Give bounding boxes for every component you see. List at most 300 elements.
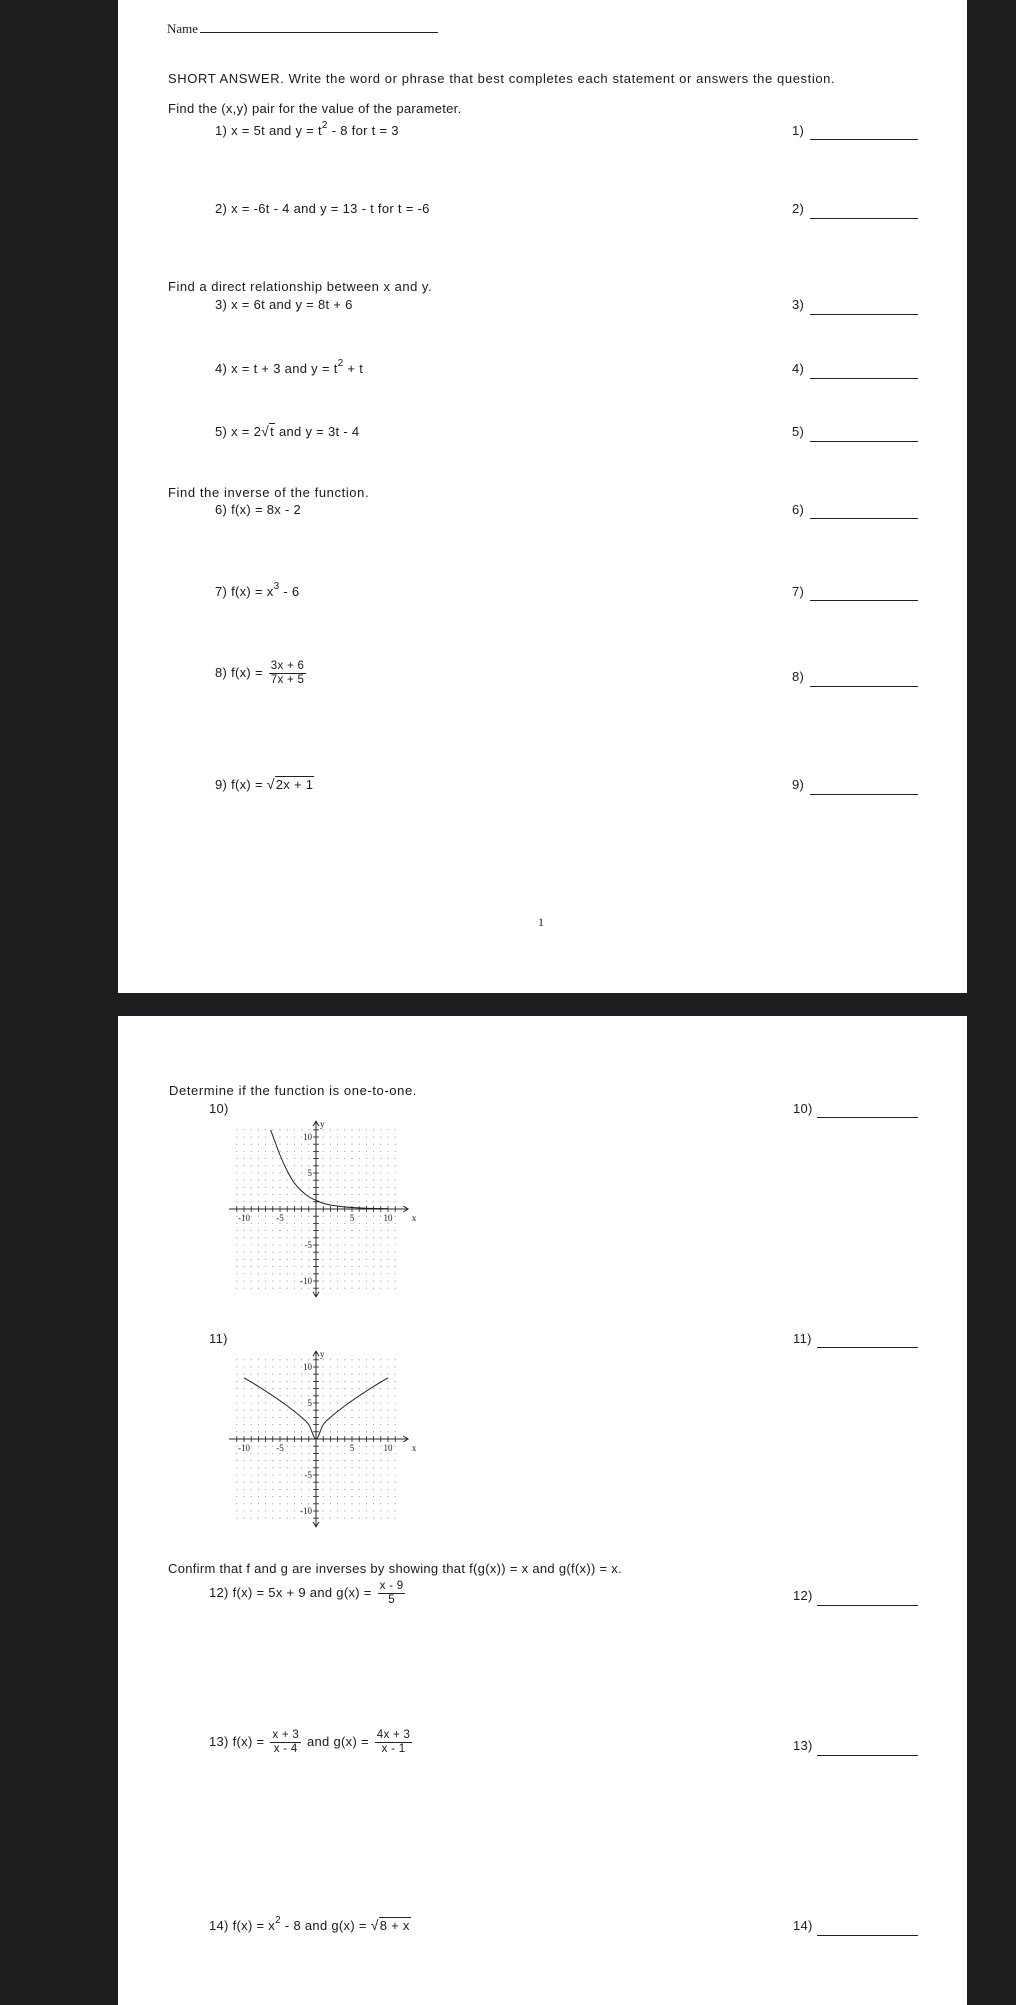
grid-dot [272, 1165, 273, 1166]
grid-dot [387, 1489, 388, 1490]
grid-dot [387, 1496, 388, 1497]
grid-dot [373, 1165, 374, 1166]
grid-dot [301, 1144, 302, 1145]
grid-dot [380, 1453, 381, 1454]
grid-dot [380, 1510, 381, 1511]
grid-dot [387, 1395, 388, 1396]
grid-dot [308, 1359, 309, 1360]
grid-dot [359, 1460, 360, 1461]
question-number-11: 11) [209, 1331, 228, 1346]
answer-label-14: 14) [793, 1918, 813, 1933]
grid-dot [323, 1395, 324, 1396]
grid-dot [380, 1244, 381, 1245]
grid-dot [272, 1496, 273, 1497]
grid-dot [258, 1402, 259, 1403]
grid-dot [380, 1288, 381, 1289]
grid-dot [279, 1381, 280, 1382]
grid-dot [395, 1417, 396, 1418]
answer-blank-9[interactable] [810, 794, 918, 795]
grid-dot [265, 1474, 266, 1475]
grid-dot [294, 1144, 295, 1145]
answer-blank-12[interactable] [817, 1605, 918, 1606]
grid-dot [351, 1402, 352, 1403]
answer-blank-5[interactable] [810, 441, 918, 442]
grid-dot [359, 1187, 360, 1188]
grid-dot [265, 1172, 266, 1173]
grid-dot [308, 1194, 309, 1195]
grid-dot [308, 1201, 309, 1202]
grid-dot [243, 1381, 244, 1382]
grid-dot [279, 1424, 280, 1425]
question-number: 13) [209, 1733, 229, 1749]
grid-dot [272, 1158, 273, 1159]
grid-dot [359, 1180, 360, 1181]
grid-dot [243, 1417, 244, 1418]
grid-dot [265, 1496, 266, 1497]
grid-dot [287, 1366, 288, 1367]
grid-dot [243, 1424, 244, 1425]
grid-dot [243, 1129, 244, 1130]
grid-dot [344, 1374, 345, 1375]
grid-dot [272, 1280, 273, 1281]
grid-dot [337, 1482, 338, 1483]
grid-dot [265, 1158, 266, 1159]
grid-dot [294, 1518, 295, 1519]
grid-dot [323, 1158, 324, 1159]
grid-dot [380, 1395, 381, 1396]
grid-dot [294, 1482, 295, 1483]
answer-blank-14[interactable] [817, 1935, 918, 1936]
grid-dot [373, 1259, 374, 1260]
grid-dot [323, 1172, 324, 1173]
grid-dot [301, 1381, 302, 1382]
grid-dot [301, 1503, 302, 1504]
grid-dot [301, 1237, 302, 1238]
grid-dot [236, 1460, 237, 1461]
grid-dot [272, 1381, 273, 1382]
answer-blank-7[interactable] [810, 600, 918, 601]
grid-dot [380, 1503, 381, 1504]
grid-dot [395, 1259, 396, 1260]
grid-dot [272, 1194, 273, 1195]
grid-dot [251, 1259, 252, 1260]
grid-dot [243, 1489, 244, 1490]
grid-dot [366, 1453, 367, 1454]
grid-dot [387, 1424, 388, 1425]
grid-dot [308, 1216, 309, 1217]
grid-dot [373, 1503, 374, 1504]
grid-dot [351, 1388, 352, 1389]
grid-dot [272, 1151, 273, 1152]
grid-dot [351, 1230, 352, 1231]
exponent: 2 [321, 119, 328, 131]
grid-dot [380, 1482, 381, 1483]
grid-dot [366, 1180, 367, 1181]
answer-label-5: 5) [792, 424, 805, 439]
grid-dot [337, 1453, 338, 1454]
grid-dot [243, 1402, 244, 1403]
grid-dot [387, 1503, 388, 1504]
graph-question-11 [229, 1346, 419, 1536]
grid-dot [344, 1388, 345, 1389]
grid-dot [294, 1259, 295, 1260]
grid-dot [272, 1417, 273, 1418]
radicand: t [270, 424, 275, 439]
grid-dot [294, 1503, 295, 1504]
grid-dot [251, 1180, 252, 1181]
grid-dot [258, 1187, 259, 1188]
grid-dot [251, 1431, 252, 1432]
grid-dot [344, 1431, 345, 1432]
grid-dot [351, 1359, 352, 1360]
grid-dot [265, 1510, 266, 1511]
grid-dot [351, 1417, 352, 1418]
grid-dot [236, 1129, 237, 1130]
grid-dot [236, 1431, 237, 1432]
grid-dot [308, 1165, 309, 1166]
grid-dot [265, 1266, 266, 1267]
grid-dot [351, 1136, 352, 1137]
grid-dot [294, 1237, 295, 1238]
grid-dot [387, 1510, 388, 1511]
grid-dot [330, 1223, 331, 1224]
answer-label-13: 13) [793, 1738, 813, 1753]
grid-dot [344, 1410, 345, 1411]
grid-dot [265, 1252, 266, 1253]
grid-dot [287, 1503, 288, 1504]
grid-dot [330, 1187, 331, 1188]
grid-dot [366, 1431, 367, 1432]
grid-dot [308, 1431, 309, 1432]
name-blank[interactable] [200, 20, 438, 33]
grid-dot [287, 1460, 288, 1461]
grid-dot [272, 1201, 273, 1202]
grid-dot [243, 1467, 244, 1468]
y-axis-label: y [320, 1349, 325, 1360]
grid-dot [236, 1424, 237, 1425]
grid-dot [359, 1172, 360, 1173]
grid-dot [373, 1402, 374, 1403]
grid-dot [337, 1467, 338, 1468]
grid-dot [359, 1129, 360, 1130]
grid-dot [366, 1280, 367, 1281]
grid-dot [337, 1252, 338, 1253]
grid-dot [236, 1165, 237, 1166]
grid-dot [366, 1136, 367, 1137]
grid-dot [287, 1402, 288, 1403]
grid-dot [359, 1482, 360, 1483]
grid-dot [301, 1180, 302, 1181]
grid-dot [301, 1388, 302, 1389]
grid-dot [344, 1136, 345, 1137]
question-number: 4) [215, 361, 228, 376]
grid-dot [323, 1165, 324, 1166]
answer-blank-2[interactable] [810, 218, 918, 219]
grid-dot [243, 1252, 244, 1253]
grid-dot [337, 1151, 338, 1152]
grid-dot [395, 1151, 396, 1152]
question-text: f(x) = 5x + 9 and g(x) = [232, 1584, 376, 1600]
grid-dot [272, 1273, 273, 1274]
grid-dot [294, 1280, 295, 1281]
grid-dot [387, 1417, 388, 1418]
grid-dot [265, 1489, 266, 1490]
grid-dot [301, 1460, 302, 1461]
grid-dot [265, 1180, 266, 1181]
grid-dot [287, 1410, 288, 1411]
grid-dot [351, 1129, 352, 1130]
question-5 [215, 423, 359, 439]
grid-dot [308, 1467, 309, 1468]
numerator: x - 9 [379, 1580, 404, 1592]
grid-dot [323, 1366, 324, 1367]
grid-dot [373, 1273, 374, 1274]
grid-dot [351, 1194, 352, 1195]
grid-dot [395, 1216, 396, 1217]
grid-dot [294, 1136, 295, 1137]
grid-dot [294, 1424, 295, 1425]
grid-dot [366, 1417, 367, 1418]
grid-dot [236, 1503, 237, 1504]
grid-dot [265, 1460, 266, 1461]
grid-dot [337, 1187, 338, 1188]
grid-dot [294, 1510, 295, 1511]
grid-dot [243, 1395, 244, 1396]
grid-dot [387, 1180, 388, 1181]
grid-dot [243, 1136, 244, 1137]
grid-dot [366, 1489, 367, 1490]
grid-dot [373, 1288, 374, 1289]
grid-dot [308, 1144, 309, 1145]
grid-dot [301, 1165, 302, 1166]
grid-dot [258, 1288, 259, 1289]
question-text: f(x) = 8x - 2 [231, 502, 302, 517]
grid-dot [344, 1453, 345, 1454]
denominator: 5 [388, 1594, 395, 1606]
grid-dot [395, 1266, 396, 1267]
grid-dot [323, 1417, 324, 1418]
grid-dot [323, 1201, 324, 1202]
grid-dot [395, 1482, 396, 1483]
grid-dot [294, 1273, 295, 1274]
grid-dot [387, 1266, 388, 1267]
grid-dot [366, 1424, 367, 1425]
grid-dot [395, 1518, 396, 1519]
grid-dot [344, 1381, 345, 1382]
question-6 [215, 502, 301, 517]
grid-dot [287, 1424, 288, 1425]
grid-dot [359, 1410, 360, 1411]
grid-dot [287, 1273, 288, 1274]
grid-dot [279, 1482, 280, 1483]
grid-dot [243, 1510, 244, 1511]
grid-dot [308, 1446, 309, 1447]
grid-dot [373, 1280, 374, 1281]
grid-dot [359, 1467, 360, 1468]
grid-dot [351, 1460, 352, 1461]
grid-dot [330, 1431, 331, 1432]
grid-dot [344, 1474, 345, 1475]
grid-dot [265, 1467, 266, 1468]
grid-dot [251, 1424, 252, 1425]
exponent: 3 [273, 580, 280, 592]
grid-dot [287, 1496, 288, 1497]
grid-dot [337, 1273, 338, 1274]
answer-blank-3[interactable] [810, 314, 918, 315]
grid-dot [265, 1165, 266, 1166]
grid-dot [359, 1165, 360, 1166]
grid-dot [279, 1467, 280, 1468]
grid-dot [294, 1194, 295, 1195]
answer-blank-11[interactable] [817, 1347, 918, 1348]
grid-dot [373, 1223, 374, 1224]
grid-dot [287, 1359, 288, 1360]
grid-dot [395, 1460, 396, 1461]
grid-dot [236, 1388, 237, 1389]
question-14 [209, 1914, 411, 1933]
grid-dot [301, 1446, 302, 1447]
grid-dot [251, 1129, 252, 1130]
grid-dot [373, 1158, 374, 1159]
grid-dot [323, 1482, 324, 1483]
grid-dot [287, 1165, 288, 1166]
grid-dot [395, 1446, 396, 1447]
grid-dot [236, 1259, 237, 1260]
grid-dot [272, 1518, 273, 1519]
grid-dot [272, 1237, 273, 1238]
grid-dot [272, 1374, 273, 1375]
grid-dot [337, 1136, 338, 1137]
grid-dot [279, 1201, 280, 1202]
grid-dot [251, 1194, 252, 1195]
grid-dot [265, 1518, 266, 1519]
question-number: 14) [209, 1918, 229, 1933]
grid-dot [359, 1259, 360, 1260]
answer-blank-13[interactable] [817, 1755, 918, 1756]
grid-dot [294, 1489, 295, 1490]
grid-dot [294, 1230, 295, 1231]
grid-dot [395, 1410, 396, 1411]
grid-dot [387, 1359, 388, 1360]
grid-dot [366, 1288, 367, 1289]
grid-dot [387, 1381, 388, 1382]
grid-dot [380, 1201, 381, 1202]
answer-blank-4[interactable] [810, 378, 918, 379]
grid-dot [294, 1474, 295, 1475]
grid-dot [236, 1366, 237, 1367]
grid-dot [258, 1216, 259, 1217]
grid-dot [308, 1381, 309, 1382]
grid-dot [279, 1366, 280, 1367]
grid-dot [243, 1201, 244, 1202]
grid-dot [337, 1431, 338, 1432]
square-root: √2x + 1 [266, 776, 314, 792]
grid-dot [380, 1388, 381, 1389]
grid-dot [330, 1237, 331, 1238]
grid-dot [351, 1395, 352, 1396]
grid-dot [323, 1273, 324, 1274]
grid-dot [330, 1460, 331, 1461]
grid-dot [366, 1467, 367, 1468]
grid-dot [366, 1366, 367, 1367]
question-1 [215, 119, 399, 138]
grid-dot [351, 1158, 352, 1159]
grid-dot [380, 1165, 381, 1166]
grid-dot [351, 1144, 352, 1145]
tick-label: 5 [307, 1398, 312, 1408]
grid-dot [251, 1288, 252, 1289]
grid-dot [387, 1187, 388, 1188]
grid-dot [380, 1496, 381, 1497]
grid-dot [258, 1374, 259, 1375]
square-root: √t [261, 423, 275, 439]
grid-dot [395, 1496, 396, 1497]
grid-dot [387, 1410, 388, 1411]
grid-dot [323, 1510, 324, 1511]
grid-dot [380, 1366, 381, 1367]
answer-blank-8[interactable] [810, 686, 918, 687]
answer-blank-10[interactable] [817, 1117, 918, 1118]
grid-dot [294, 1446, 295, 1447]
grid-dot [258, 1431, 259, 1432]
grid-dot [323, 1216, 324, 1217]
grid-dot [380, 1424, 381, 1425]
grid-dot [308, 1388, 309, 1389]
question-7 [215, 580, 300, 599]
section-heading-one-to-one: Determine if the function is one-to-one. [169, 1083, 418, 1098]
grid-dot [287, 1518, 288, 1519]
grid-dot [265, 1187, 266, 1188]
grid-dot [294, 1402, 295, 1403]
grid-dot [344, 1518, 345, 1519]
grid-dot [337, 1474, 338, 1475]
grid-dot [272, 1467, 273, 1468]
grid-dot [373, 1252, 374, 1253]
grid-dot [251, 1453, 252, 1454]
grid-dot [373, 1496, 374, 1497]
grid-dot [380, 1266, 381, 1267]
grid-dot [373, 1187, 374, 1188]
grid-dot [380, 1136, 381, 1137]
grid-dot [272, 1230, 273, 1231]
answer-blank-1[interactable] [810, 139, 918, 140]
grid-dot [251, 1244, 252, 1245]
grid-dot [351, 1510, 352, 1511]
numerator: x + 3 [272, 1729, 300, 1741]
grid-dot [279, 1129, 280, 1130]
grid-dot [380, 1237, 381, 1238]
grid-dot [323, 1288, 324, 1289]
grid-dot [344, 1223, 345, 1224]
grid-dot [243, 1460, 244, 1461]
grid-dot [243, 1374, 244, 1375]
grid-dot [251, 1417, 252, 1418]
grid-dot [351, 1223, 352, 1224]
answer-blank-6[interactable] [810, 518, 918, 519]
grid-dot [387, 1129, 388, 1130]
grid-dot [387, 1244, 388, 1245]
grid-dot [323, 1381, 324, 1382]
grid-dot [258, 1366, 259, 1367]
grid-dot [301, 1158, 302, 1159]
grid-dot [395, 1489, 396, 1490]
grid-dot [395, 1424, 396, 1425]
grid-dot [279, 1187, 280, 1188]
grid-dot [344, 1467, 345, 1468]
grid-dot [387, 1158, 388, 1159]
denominator: 7x + 5 [270, 674, 305, 686]
grid-dot [243, 1482, 244, 1483]
